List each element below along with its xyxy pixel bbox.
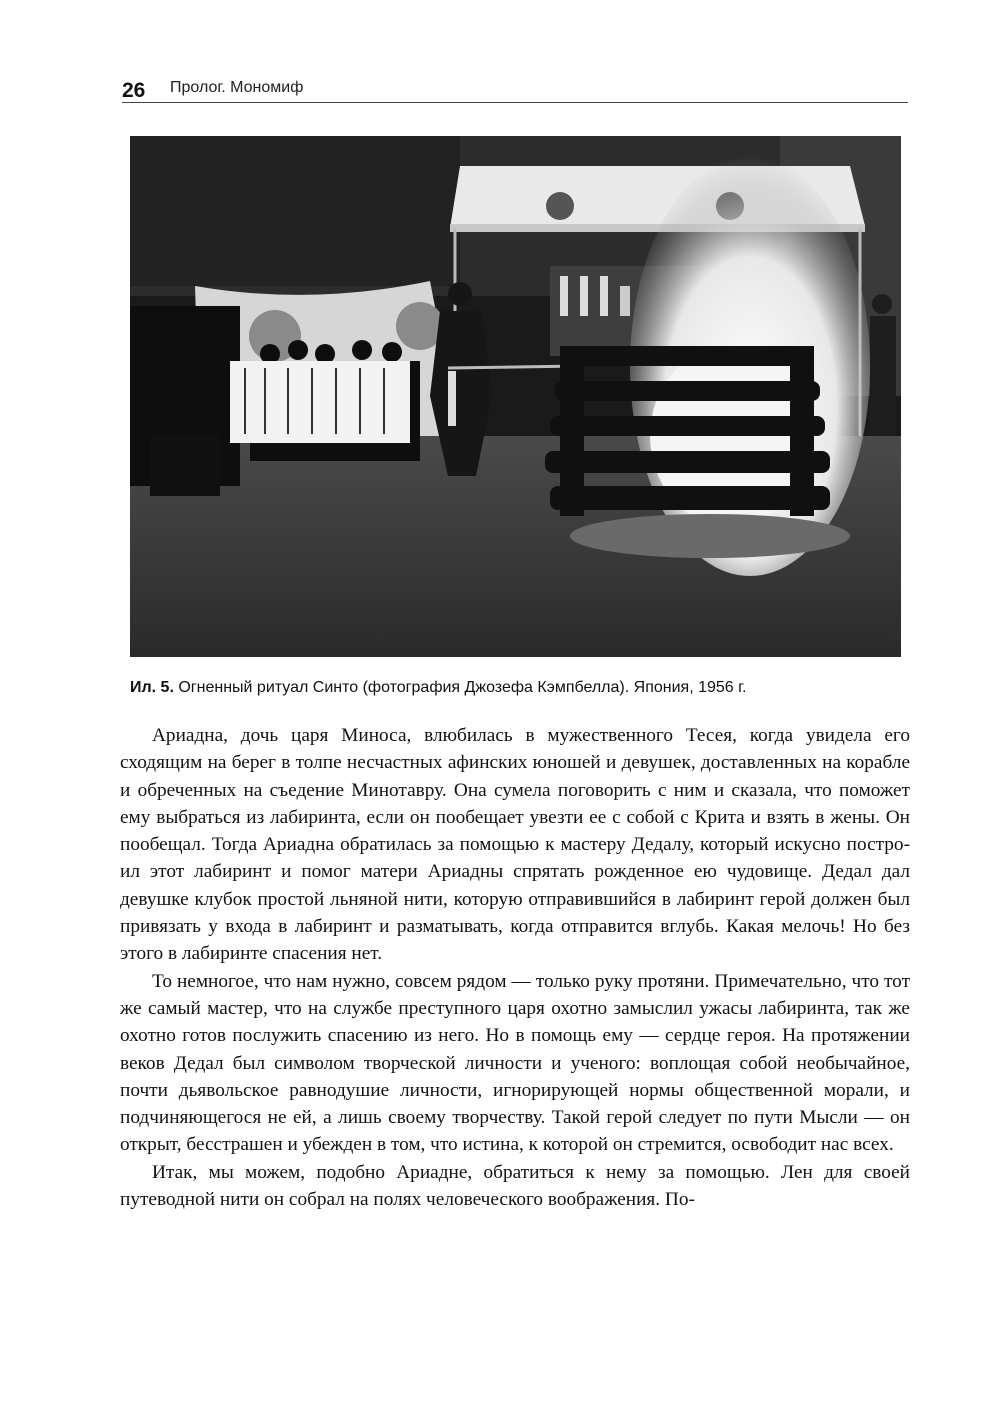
figure-caption: [130, 677, 901, 699]
figure-caption-text: Огненный ритуал Синто (фотография Джозефа Кэмпбелла). Япония, 1956 г.: [178, 679, 747, 696]
shinto-fire-ritual-photo: [130, 136, 901, 657]
paragraph: То немногое, что нам нужно, совсем рядом — только руку протяни. Примечательно, что тот же самый мастер, что на службе преступного царя охотно замыслил ужасы лабиринта, так же охотно готов послужить спасению из него. Но в помощь ему — сердце героя. На протяжении веков Дедал был символом творческой личности и ученого: воплощая собой необычайное, почти дьявольское равнодушие личности, игнорирующей нормы общественной морали, и подчиняющегося не ей, а лишь своему творчеству. Такой герой следует по пути Мысли — он открыт, бесстрашен и убежден в том, что истина, к которой он стремится, освободит нас всех.: [120, 970, 910, 1156]
body-text: [120, 722, 910, 1213]
paragraph: Ариадна, дочь царя Миноса, влюбилась в мужественного Тесея, когда увидела его сходящим на берег в толпе несчастных афинских юношей и девушек, доставленных на корабле и обреченных на съедение Минотавру. Она сумела поговорить с ним и сказала, что поможет ему выбраться из лабиринта, если он пообещает увезти ее с собой с Крита и взять в жены. Он пообещал. Тогда Ариадна обратилась за помощью к мастеру Дедалу, который искусно построил этот лабиринт и помог матери Ариадны спрятать рожденное ею чудовище. Дедал дал девушке клубок простой льняной нити, которую отправившийся в лабиринт герой должен был привязать у входа в лабиринт и разматывать, когда отправится вглубь. Какая мелочь! Но без этого в лабиринте спасения нет.: [120, 725, 910, 965]
page-header: [122, 76, 908, 103]
figure-label: Ил. 5.: [130, 679, 174, 696]
paragraph: Итак, мы можем, подобно Ариадне, обратиться к нему за помощью. Лен для своей путеводной нити он собрал на полях человеческого воображения. По-: [120, 1161, 910, 1211]
page-number: 26: [122, 79, 146, 102]
running-title: Пролог. Мономиф: [170, 79, 304, 96]
